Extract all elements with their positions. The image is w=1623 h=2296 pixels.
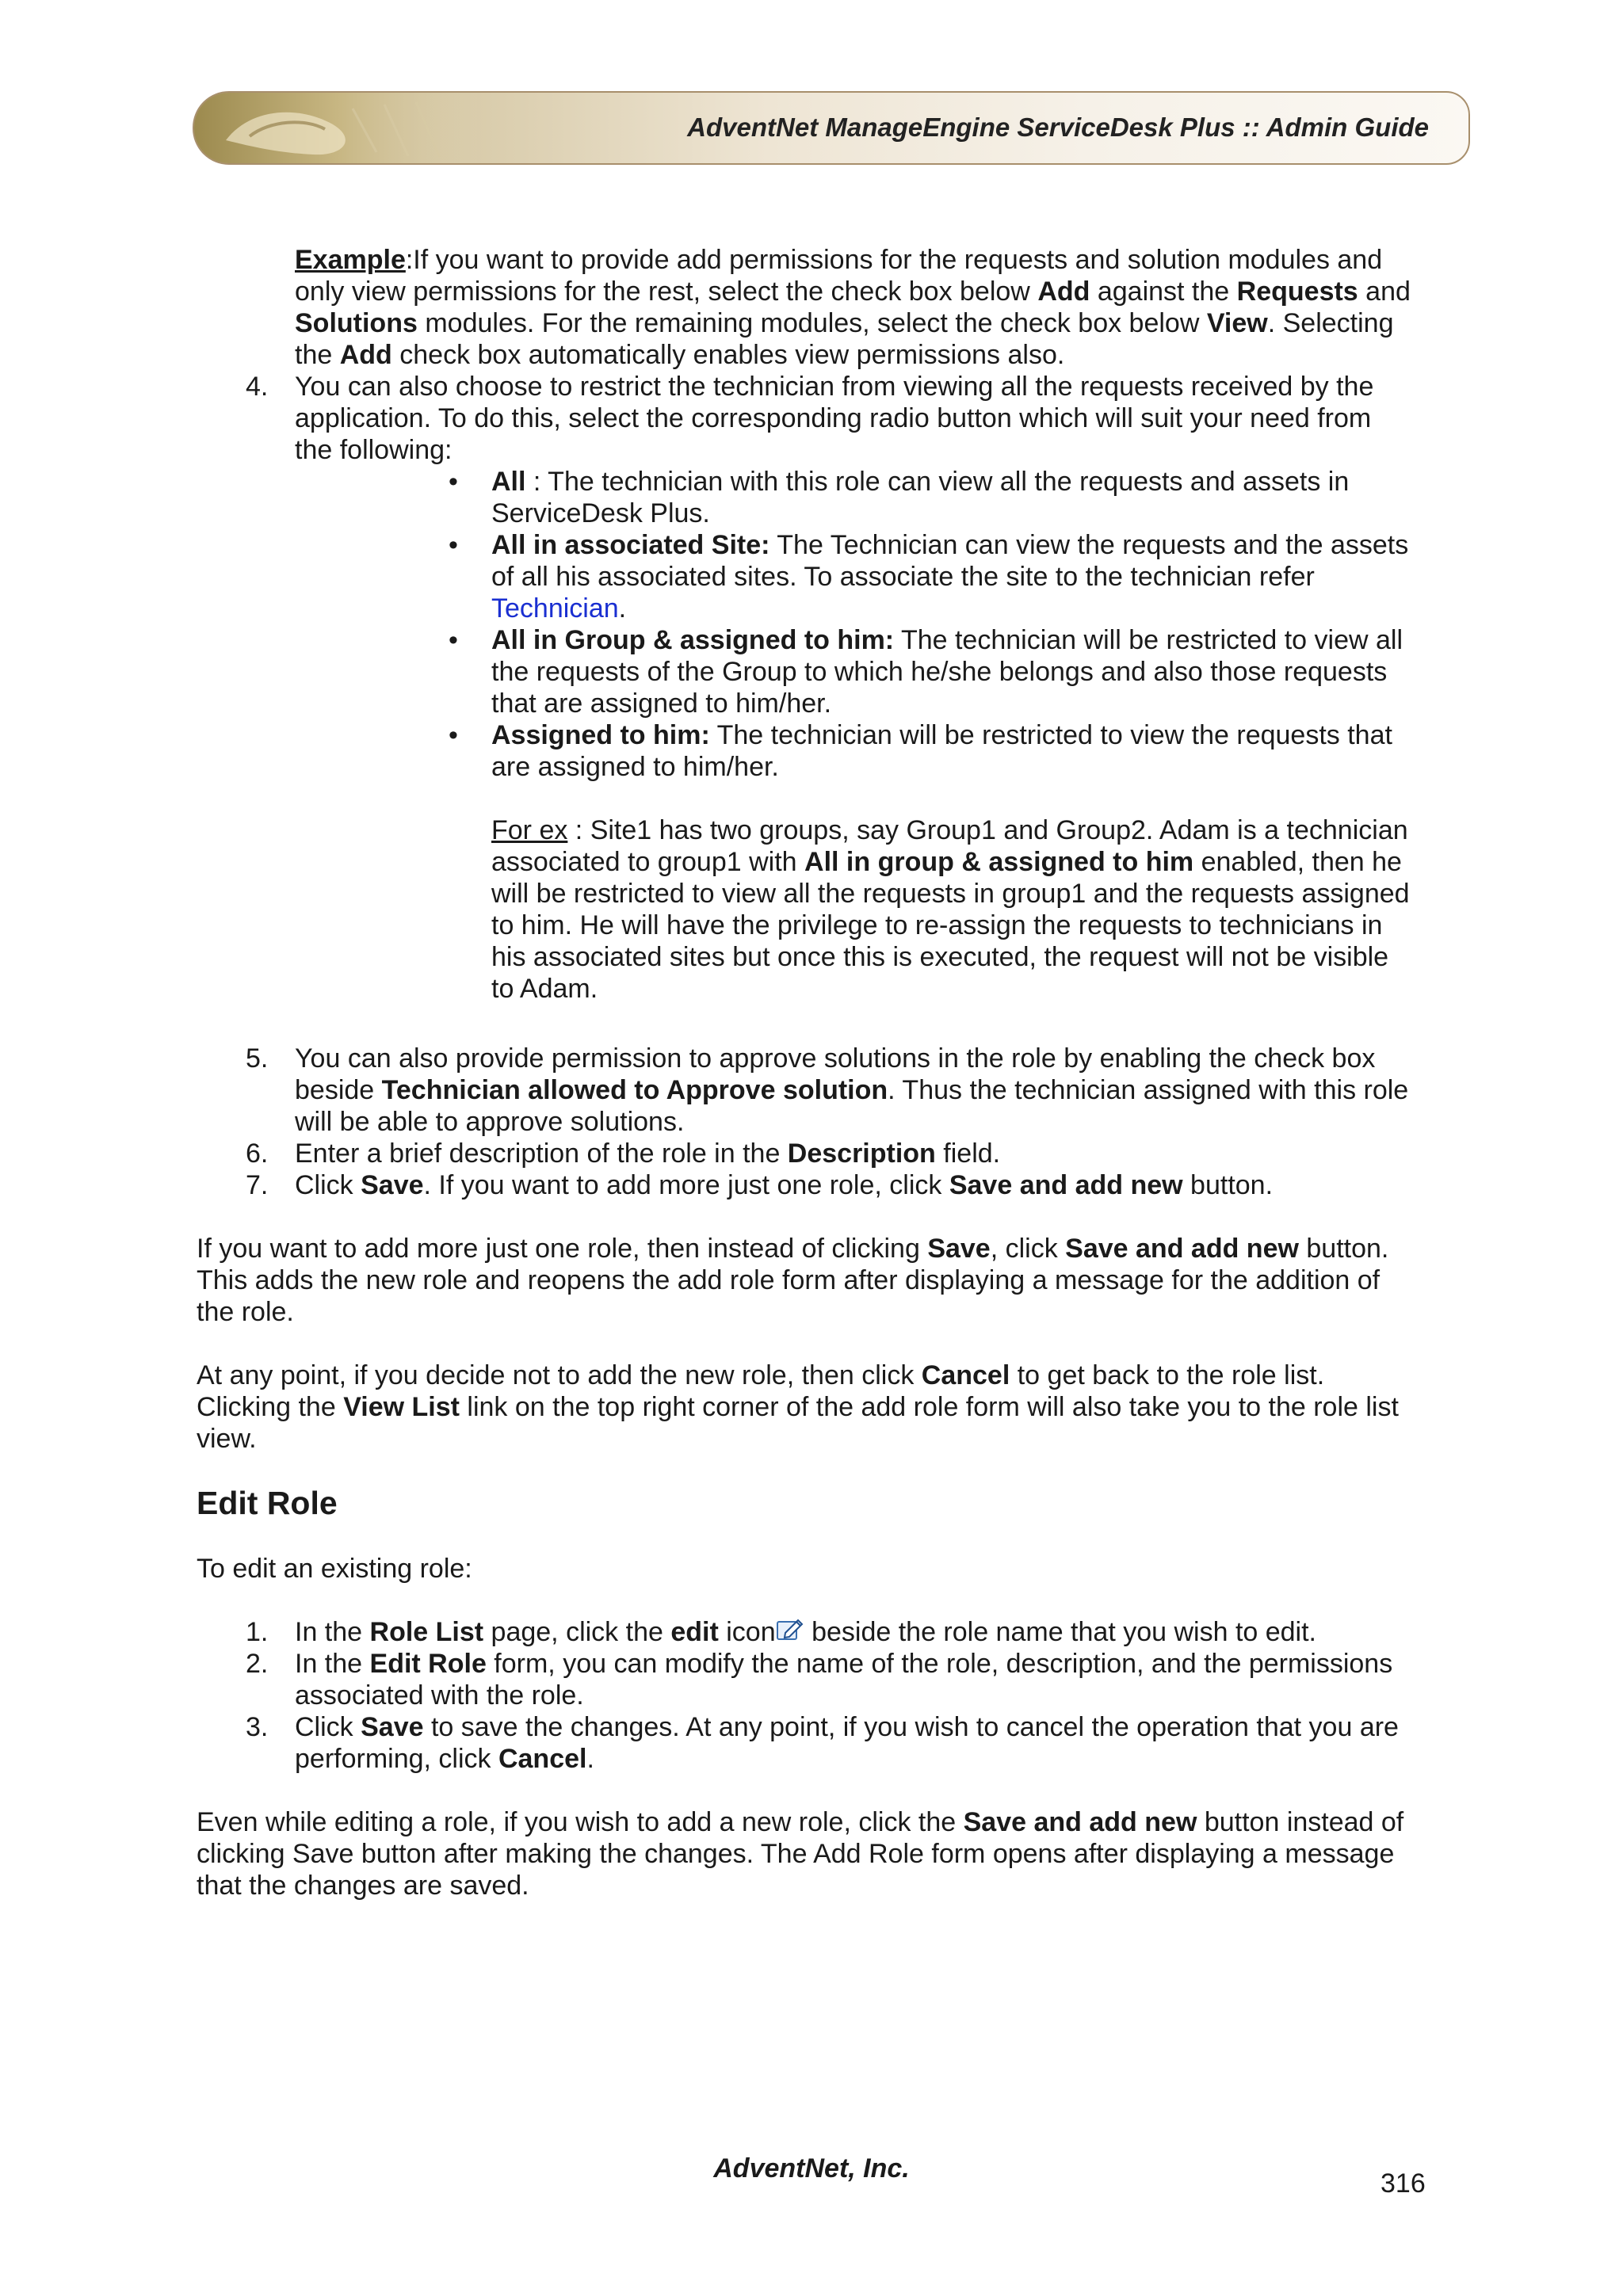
- text: associated with the role.: [295, 1680, 584, 1711]
- text: View List: [343, 1392, 460, 1422]
- text: , click: [990, 1234, 1066, 1264]
- text: Cancel: [921, 1360, 1010, 1390]
- text: Assigned to him:: [491, 720, 710, 750]
- list-number: 3.: [246, 1712, 269, 1742]
- text: enabled, then he: [1193, 847, 1402, 877]
- list-item-step-6: [197, 1138, 1433, 1169]
- text: Click: [295, 1712, 361, 1742]
- text: All in Group & assigned to him:: [491, 625, 895, 655]
- text: to save the changes. At any point, if you wish to cancel the operation that you are: [423, 1712, 1399, 1742]
- text: associated to group1 with: [491, 847, 805, 877]
- text: Clicking the: [197, 1392, 344, 1422]
- list-item-edit-step-3: [197, 1711, 1433, 1775]
- text: . Thus the technician assigned with this role: [888, 1075, 1409, 1105]
- list-item-step-4: [197, 371, 1433, 466]
- list-item-step-5: [197, 1043, 1433, 1138]
- text: that are assigned to him/her.: [491, 688, 832, 719]
- bullet-icon: •: [449, 625, 458, 655]
- text: Add: [1037, 277, 1090, 307]
- list-number: 2.: [246, 1649, 269, 1679]
- text: All in associated Site:: [491, 530, 770, 560]
- text: Solutions: [295, 308, 418, 338]
- text: All in group & assigned to him: [804, 847, 1194, 877]
- text: view.: [197, 1424, 257, 1454]
- document-body: [197, 244, 1433, 1901]
- text: Save and add new: [949, 1170, 1183, 1200]
- text: Save: [927, 1234, 991, 1264]
- for-ex-label: For ex: [491, 815, 568, 845]
- text: View: [1206, 308, 1268, 338]
- text: Role List: [369, 1617, 484, 1647]
- text: The technician will be restricted to view the requests that: [709, 720, 1392, 750]
- text: check box automatically enables view permissions also.: [391, 340, 1065, 370]
- text: Technician allowed to Approve solution: [381, 1075, 888, 1105]
- text: link on the top right corner of the add role form will also take you to the role list: [459, 1392, 1399, 1422]
- list-item-step-7: [197, 1169, 1433, 1201]
- text: the requests of the Group to which he/she belongs and also those requests: [491, 657, 1388, 687]
- text: .: [586, 1744, 594, 1774]
- section-heading-edit-role: Edit Role: [197, 1485, 338, 1521]
- text: modules. For the remaining modules, select the check box below: [417, 308, 1207, 338]
- header-decoration-icon: [194, 93, 479, 165]
- text: . Selecting: [1267, 308, 1394, 338]
- text: only view permissions for the rest, select the check box below: [295, 277, 1038, 307]
- list-item-edit-step-1: [197, 1616, 1433, 1648]
- editing-note-paragraph: [197, 1806, 1433, 1901]
- text: Save: [361, 1170, 424, 1200]
- list-item-edit-step-2: [197, 1648, 1433, 1711]
- example-label: Example: [295, 245, 406, 275]
- text: the: [295, 340, 340, 370]
- text: If you want to add more just one role, then instead of clicking: [197, 1234, 928, 1264]
- cancel-paragraph: [197, 1360, 1433, 1455]
- text: field.: [935, 1138, 1001, 1169]
- text: page, click the: [483, 1617, 671, 1647]
- text: : Site1 has two groups, say Group1 and Group2. Adam is a technician: [567, 815, 1408, 845]
- text: button instead of: [1197, 1807, 1404, 1837]
- text: will be able to approve solutions.: [295, 1107, 685, 1137]
- text: Cancel: [498, 1744, 587, 1774]
- header-title: AdventNet ManageEngine ServiceDesk Plus :: Admin Guide: [687, 113, 1429, 142]
- bullet-item-all: [197, 466, 1433, 529]
- text: form, you can modify the name of the role, description, and the permissions: [486, 1649, 1393, 1679]
- text: The technician will be restricted to view all: [894, 625, 1403, 655]
- technician-link[interactable]: Technician: [491, 593, 619, 624]
- text: against the: [1090, 277, 1237, 307]
- text: icon: [718, 1617, 776, 1647]
- text: performing, click: [295, 1744, 498, 1774]
- text: beside: [295, 1075, 382, 1105]
- text: :If you want to provide add permissions for the requests and solution modules and: [405, 245, 1383, 275]
- list-number: 1.: [246, 1617, 269, 1647]
- text: will be restricted to view all the requests in group1 and the requests assigned: [491, 879, 1410, 909]
- text: button.: [1298, 1234, 1389, 1264]
- list-number: 4.: [246, 372, 269, 402]
- text: In the: [295, 1649, 370, 1679]
- list-number: 6.: [246, 1138, 269, 1169]
- text: and: [1358, 277, 1411, 307]
- text: Enter a brief description of the role in the: [295, 1138, 788, 1169]
- text: All: [491, 467, 526, 497]
- text: Save and add new: [1065, 1234, 1299, 1264]
- bullet-item-assigned-to-him: [197, 719, 1433, 783]
- bullet-icon: •: [449, 530, 458, 560]
- text: his associated sites but once this is executed, the request will not be visible: [491, 942, 1389, 972]
- text: This adds the new role and reopens the add role form after displaying a message for the addition of: [197, 1265, 1381, 1295]
- text: At any point, if you decide not to add the new role, then click: [197, 1360, 922, 1390]
- text: : The technician with this role can view all the requests and assets in: [525, 467, 1350, 497]
- text: Add: [339, 340, 392, 370]
- text: ServiceDesk Plus.: [491, 498, 710, 528]
- text: to him. He will have the privilege to re-assign the requests to technicians in: [491, 910, 1383, 940]
- text: to Adam.: [491, 974, 598, 1004]
- text: the role.: [197, 1297, 294, 1327]
- bullet-icon: •: [449, 720, 458, 750]
- text: beside the role name that you wish to edit.: [804, 1617, 1317, 1647]
- text: You can also provide permission to approve solutions in the role by enabling the check box: [295, 1043, 1376, 1074]
- bullet-item-group-assigned: [197, 624, 1433, 719]
- text: of all his associated sites. To associate the site to the technician refer: [491, 562, 1315, 592]
- text: application. To do this, select the corresponding radio button which will suit your need from: [295, 403, 1372, 433]
- save-and-add-new-paragraph: [197, 1233, 1433, 1328]
- footer-company: AdventNet, Inc.: [713, 2153, 910, 2183]
- text: button.: [1182, 1170, 1274, 1200]
- edit-role-intro: To edit an existing role:: [197, 1554, 472, 1584]
- edit-icon: [776, 1617, 804, 1642]
- text: clicking Save button after making the changes. The Add Role form opens after displaying a message: [197, 1839, 1395, 1869]
- text: . If you want to add more just one role, click: [423, 1170, 949, 1200]
- text: Even while editing a role, if you wish to add a new role, click the: [197, 1807, 964, 1837]
- bullet-item-associated-site: [197, 529, 1433, 624]
- text: Description: [787, 1138, 936, 1169]
- text: that the changes are saved.: [197, 1871, 529, 1901]
- bullet-icon: •: [449, 467, 458, 497]
- text: Click: [295, 1170, 361, 1200]
- page-number: 316: [1381, 2168, 1426, 2199]
- text: You can also choose to restrict the technician from viewing all the requests received by the: [295, 372, 1374, 402]
- text: .: [618, 593, 627, 624]
- text: Edit Role: [369, 1649, 487, 1679]
- text: Requests: [1236, 277, 1358, 307]
- text: Save and add new: [963, 1807, 1197, 1837]
- text: In the: [295, 1617, 370, 1647]
- text: edit: [670, 1617, 719, 1647]
- list-number: 7.: [246, 1170, 269, 1200]
- text: are assigned to him/her.: [491, 752, 779, 782]
- text: the following:: [295, 435, 453, 465]
- text: to get back to the role list.: [1010, 1360, 1325, 1390]
- list-number: 5.: [246, 1043, 269, 1074]
- page-header: [193, 91, 1470, 165]
- text: The Technician can view the requests and the assets: [769, 530, 1409, 560]
- for-example-note: [197, 814, 1433, 1005]
- text: Save: [361, 1712, 424, 1742]
- example-paragraph: [197, 244, 1433, 371]
